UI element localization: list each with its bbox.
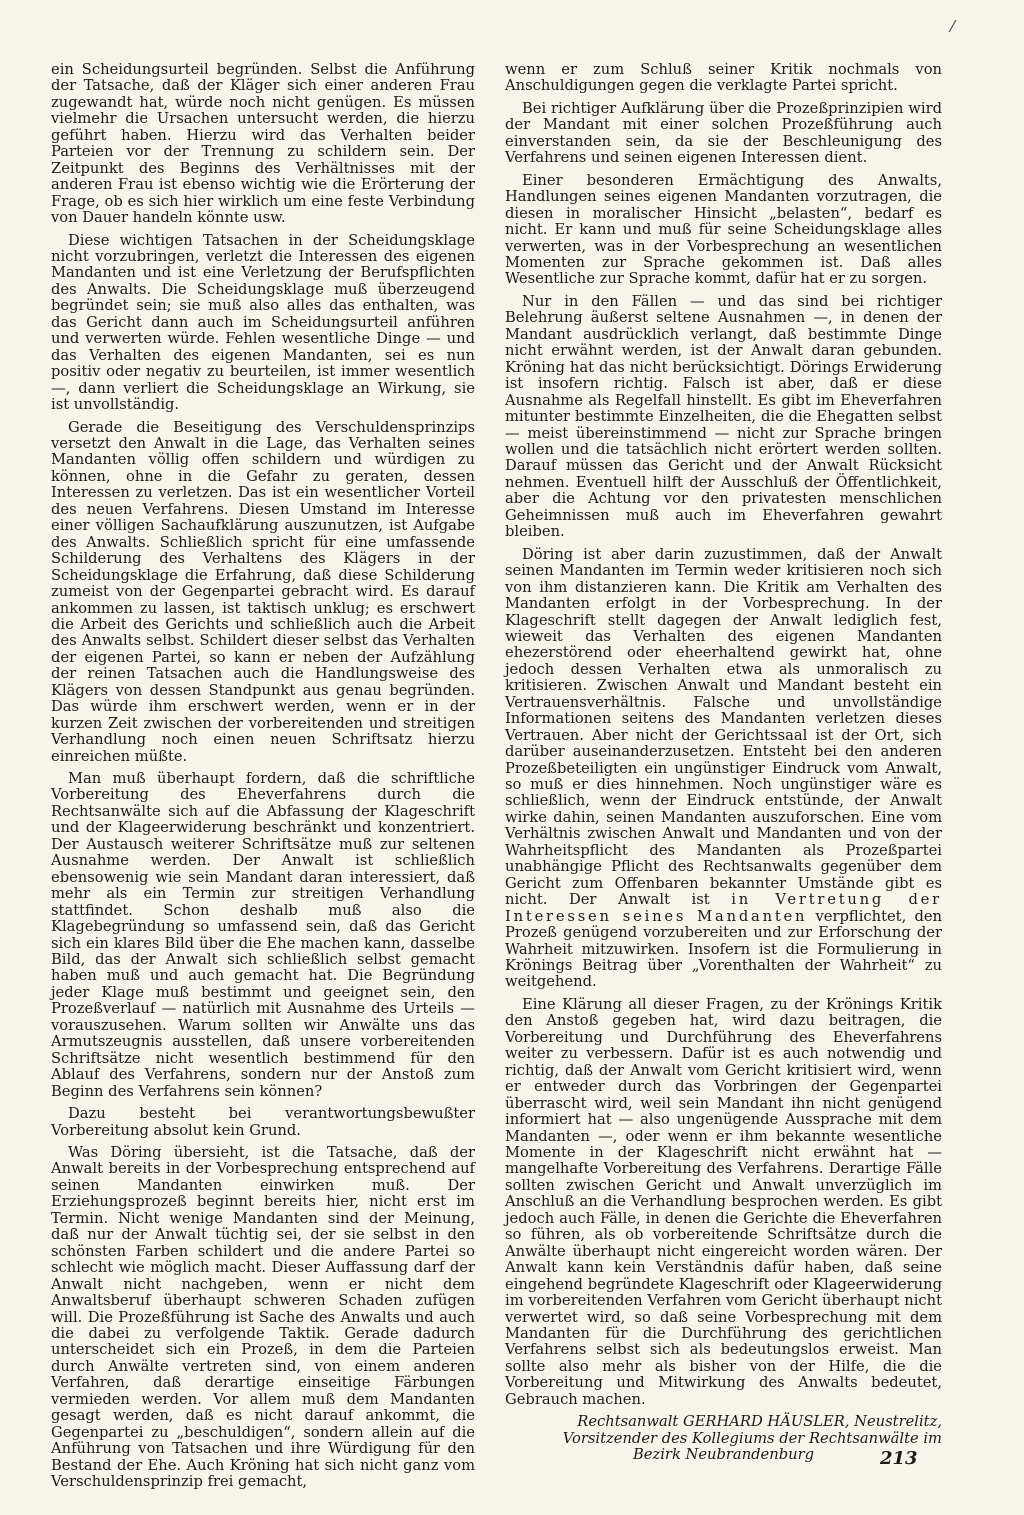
paragraph: wenn er zum Schluß seiner Kritik nochmals von Anschuldigungen gegen die verklagte Partei spricht.	[505, 61, 942, 95]
paragraph: Dazu besteht bei verantwortungsbewußter Vorbereitung absolut kein Grund.	[51, 1105, 475, 1139]
paragraph: Man muß überhaupt fordern, daß die schriftliche Vorbereitung des Eheverfahrens durch die Rechtsanwälte sich auf die Abfassung der Klageschrift und der Klageerwiderung beschränkt und konzentriert. Der Austausch weiterer Schriftsätze muß zur seltenen Ausnahme werden. Der Anwalt ist schließlich ebensowenig wie sein Mandant daran interessiert, daß mehr als ein Termin zur streitigen Verhandlung stattfindet. Schon deshalb muß also die Klagebegründung so umfassend sein, daß das Gericht sich ein klares Bild über die Ehe machen kann, dasselbe Bild, das der Anwalt sich schließlich selbst gemacht haben muß und auch gemacht hat. Die Begründung jeder Klage muß bestimmt und geeignet sein, den Prozeßverlauf — natürlich mit Ausnahme des Urteils — vorauszusehen. Warum sollten wir Anwälte uns das Armutszeugnis ausstellen, daß unsere vorbereitenden Schriftsätze nicht wesentlich bestimmend für den Ablauf des Verfahrens, sondern nur der Anstoß zum Beginn des Verfahrens sein können?	[51, 770, 475, 1100]
paragraph: Eine Klärung all dieser Fragen, zu der Krönings Kritik den Anstoß gegeben hat, wird dazu beitragen, die Vorbereitung und Durchführung des Eheverfahrens weiter zu verbessern. Dafür ist es auch notwendig und richtig, daß der Anwalt vom Gericht kritisiert wird, wenn er entweder durch das Vorbringen der Gegenpartei überrascht wird, weil sein Mandant ihn nicht genügend informiert hat — also ungenügende Aussprache mit dem Mandanten —, oder wenn er ihm bekannte wesentliche Momente in der Klageschrift nicht erwähnt hat — mangelhafte Vorbereitung des Verfahrens. Derartige Fälle sollten zwischen Gericht und Anwalt unverzüglich im Anschluß an die Verhandlung besprochen werden. Es gibt jedoch auch Fälle, in denen die Gerichte die Eheverfahren so führen, als ob vorbereitende Schriftsätze durch die Anwälte überhaupt nicht eingereicht worden wären. Der Anwalt kann kein Verständnis dafür haben, daß seine eingehend begründete Klageschrift oder Klageerwiderung im vorbereitenden Verfahren vom Gericht überhaupt nicht verwertet wird, so daß seine Vorbesprechung mit dem Mandanten für die Durchführung des gerichtlichen Verfahrens selbst sich als bedeutungslos erweist. Man sollte also mehr als bisher von der Hilfe, die die Vorbereitung und Mitwirkung des Anwalts bedeutet, Gebrauch machen.	[505, 995, 942, 1408]
emphasized-phrase: in Vertretung der Interessen seines Mandanten	[505, 891, 942, 925]
paragraph: Was Döring übersieht, ist die Tatsache, daß der Anwalt bereits in der Vorbesprechung entsprechend auf seinen Mandanten einwirken muß. Der Erziehungsprozeß beginnt bereits hier, nicht erst im Termin. Nicht wenige Mandanten sind der Meinung, daß nur der Anwalt tüchtig sei, der sie selbst in den schönsten Farben schildert und die andere Partei so schlecht wie möglich macht. Dieser Auffassung darf der Anwalt nicht nachgeben, wenn er nicht dem Anwaltsberuf überhaupt schweren Schaden zufügen will. Die Prozeßführung ist Sache des Anwalts und auch die dabei zu verfolgende Taktik. Gerade dadurch unterscheidet sich ein Prozeß, in dem die Parteien durch Anwälte vertreten sind, von einem anderen Verfahren, daß derartige einseitige Färbungen vermieden werden. Vor allem muß dem Mandanten gesagt werden, daß es nicht darauf ankommt, die Gegenpartei zu „beschuldigen“, sondern allein auf die Anführung von Tatsachen und ihre Würdigung für den Bestand der Ehe. Auch Kröning hat sich nicht ganz vom Verschuldensprinzip frei gemacht,	[51, 1144, 475, 1491]
paragraph: Gerade die Beseitigung des Verschuldensprinzips versetzt den Anwalt in die Lage, das Verhalten seines Mandanten völlig offen schildern und würdigen zu können, ohne in die Gefahr zu geraten, dessen Interessen zu verletzen. Das ist ein wesentlicher Vorteil des neuen Verfahrens. Diesen Umstand im Interesse einer völligen Sachaufklärung auszunutzen, ist Aufgabe des Anwalts. Schließlich spricht für eine umfassende Schilderung des Verhaltens des Klägers in der Scheidungsklage die Erfahrung, daß diese Schilderung zumeist von der Gegenpartei gebracht wird. Es darauf ankommen zu lassen, ist taktisch unklug; es erschwert die Arbeit des Gerichts und schließlich auch die Arbeit des Anwalts selbst. Schildert dieser selbst das Verhalten der eigenen Partei, so kann er neben der Aufzählung der reinen Tatsachen auch die Handlungsweise des Klägers von dessen Standpunkt aus genau begründen. Das würde ihm erschwert werden, wenn er in der kurzen Zeit zwischen der vorbereitenden und streitigen Verhandlung noch einen neuen Schriftsatz hierzu einreichen müßte.	[51, 418, 475, 765]
signature-line: Bezirk Neubrandenburg	[633, 1446, 814, 1464]
paragraph: ein Scheidungsurteil begründen. Selbst die Anführung der Tatsache, daß der Kläger sich einer anderen Frau zugewandt hat, würde noch nicht genügen. Es müssen vielmehr die Ursachen untersucht werden, die hierzu geführt haben. Hierzu wird das Verhalten beider Parteien vor der Trennung zu schildern sein. Der Zeitpunkt des Beginns des Verhältnisses mit der anderen Frau ist ebenso wichtig wie die Erörterung der Frage, ob es sich hier wirklich um eine feste Verbindung von Dauer handeln könnte usw.	[51, 61, 475, 227]
paragraph	[505, 547, 942, 991]
corner-pencil-mark: /	[948, 15, 958, 36]
left-column	[51, 62, 475, 1497]
paragraph: Einer besonderen Ermächtigung des Anwalts, Handlungen seines eigenen Mandanten vorzutragen, die diesen in moralischer Hinsicht „belasten“, bedarf es nicht. Er kann und muß für seine Scheidungsklage alles verwerten, was in der Vorbesprechung an wesentlichen Momenten zur Sprache gekommen ist. Daß alles Wesentliche zur Sprache kommt, dafür hat er zu sorgen.	[505, 171, 942, 288]
signature-line: Vorsitzender des Kollegiums der Rechtsanwälte im	[562, 1429, 942, 1447]
paragraph: Bei richtiger Aufklärung über die Prozeßprinzipien wird der Mandant mit einer solchen Prozeßführung auch einverstanden sein, da sie der Beschleunigung des Verfahrens und seinen eigenen Interessen dient.	[505, 99, 942, 167]
paragraph-text: verpflichtet, den Prozeß genügend vorzubereiten und zur Erforschung der Wahrheit mitzuwirken. Insofern ist die Formulierung in Krönings Beitrag über „Vorenthalten der Wahrheit“ zu weitgehend.	[505, 907, 942, 991]
paragraph-text: Döring ist aber darin zuzustimmen, daß der Anwalt seinen Mandanten im Termin weder kritisieren noch sich von ihm distanzieren kann. Die Kritik am Verhalten des Mandanten erfolgt in der Vorbesprechung. In der Klageschrift stellt dagegen der Anwalt lediglich fest, wieweit das Verhalten des eigenen Mandanten ehezerstörend oder eheerhaltend gewirkt hat, ohne jedoch dessen Verhalten etwa als unmoralisch zu kritisieren. Zwischen Anwalt und Mandant besteht ein Vertrauensverhältnis. Falsche und unvollständige Informationen seitens des Mandanten verletzen dieses Vertrauen. Aber nicht der Gerichtssaal ist der Ort, sich darüber auseinanderzusetzen. Entsteht bei den anderen Prozeßbeteiligten ein ungünstiger Eindruck vom Anwalt, so muß er dies hinnehmen. Noch ungünstiger wäre es schließlich, wenn der Eindruck entstünde, der Anwalt wirke dahin, seinen Mandanten auszuforschen. Eine vom Verhältnis zwischen Anwalt und Mandanten und von der Wahrheitspflicht des Mandanten als Prozeßpartei unabhängige Pflicht des Rechtsanwalts gegenüber dem Gericht zum Offenbaren bekannter Umstände gibt es nicht. Der Anwalt ist	[505, 545, 942, 909]
paragraph: Nur in den Fällen — und das sind bei richtiger Belehrung äußerst seltene Ausnahmen —, in denen der Mandant ausdrücklich verlangt, daß bestimmte Dinge nicht erwähnt werden, ist der Anwalt daran gebunden. Kröning hat das nicht berücksichtigt. Dörings Erwiderung ist insofern richtig. Falsch ist aber, daß er diese Ausnahme als Regelfall hinstellt. Es gibt im Eheverfahren mitunter bestimmte Einzelheiten, die die Ehegatten selbst — meist übereinstimmend — nicht zur Sprache bringen wollen und die tatsächlich nicht erörtert werden sollten. Darauf müssen das Gericht und der Anwalt Rücksicht nehmen. Eventuell hilft der Ausschluß der Öffentlichkeit, aber die Achtung vor den privatesten menschlichen Geheimnissen muß auch im Eheverfahren gewahrt bleiben.	[505, 292, 942, 541]
author-signature	[505, 1414, 942, 1463]
right-column	[505, 62, 942, 1464]
paragraph: Diese wichtigen Tatsachen in der Scheidungsklage nicht vorzubringen, verletzt die Interessen des eigenen Mandanten und ist eine Verletzung der Berufspflichten des Anwalts. Die Scheidungsklage muß überzeugend begründet sein; sie muß also alles das enthalten, was das Gericht dann auch im Scheidungsurteil anführen und verwerten würde. Fehlen wesentliche Dinge — und das Verhalten des eigenen Mandanten, sei es nun positiv oder negativ zu beurteilen, ist immer wesentlich —, dann verliert die Scheidungsklage an Wirkung, sie ist unvollständig.	[51, 231, 475, 414]
signature-line: Rechtsanwalt GERHARD HÄUSLER, Neustrelitz,	[577, 1413, 942, 1431]
page-number: 213	[880, 1448, 918, 1469]
